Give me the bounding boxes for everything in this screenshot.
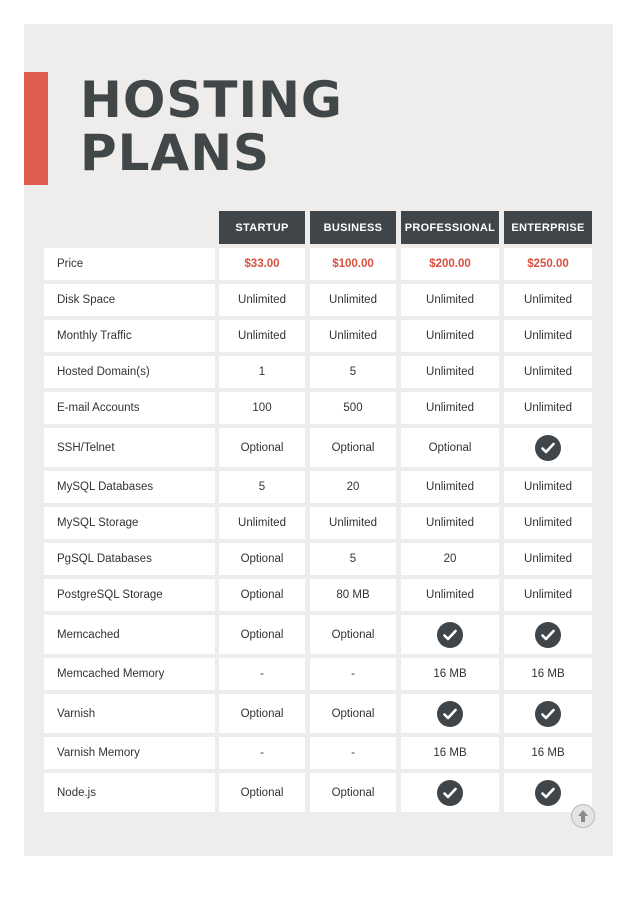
check-circle-icon — [535, 435, 561, 461]
table-cell: Optional — [401, 428, 499, 467]
row-label: Varnish — [44, 694, 215, 733]
table-cell: Unlimited — [401, 284, 499, 316]
row-label: Node.js — [44, 773, 215, 812]
table-cell: Unlimited — [310, 284, 396, 316]
table-cell: 20 — [401, 543, 499, 575]
table-cell: Unlimited — [401, 320, 499, 352]
page-title — [80, 71, 343, 182]
check-circle-icon — [535, 701, 561, 727]
table-cell: Optional — [310, 428, 396, 467]
row-label: SSH/Telnet — [44, 428, 215, 467]
plan-header-business: BUSINESS — [310, 211, 396, 244]
table-cell: Optional — [219, 773, 305, 812]
table-cell: Unlimited — [401, 579, 499, 611]
table-cell: Unlimited — [504, 507, 592, 539]
table-cell: 16 MB — [504, 737, 592, 769]
title-line-1: HOSTING — [80, 71, 343, 129]
table-cell: Unlimited — [504, 471, 592, 503]
table-cell: Optional — [219, 428, 305, 467]
row-label: Memcached Memory — [44, 658, 215, 690]
row-label: PostgreSQL Storage — [44, 579, 215, 611]
table-cell — [504, 694, 592, 733]
row-label: Disk Space — [44, 284, 215, 316]
table-cell: 16 MB — [504, 658, 592, 690]
check-circle-icon — [535, 622, 561, 648]
table-cell: Optional — [219, 543, 305, 575]
table-cell — [401, 773, 499, 812]
table-cell: 16 MB — [401, 737, 499, 769]
table-cell: Unlimited — [401, 392, 499, 424]
arrow-up-icon — [577, 809, 589, 823]
row-label: MySQL Storage — [44, 507, 215, 539]
row-label: Price — [44, 248, 215, 280]
table-cell: $33.00 — [219, 248, 305, 280]
table-cell: Unlimited — [401, 356, 499, 388]
table-cell: 100 — [219, 392, 305, 424]
table-cell — [401, 615, 499, 654]
plan-header-professional: PROFESSIONAL — [401, 211, 499, 244]
row-label: Memcached — [44, 615, 215, 654]
table-cell: - — [310, 737, 396, 769]
table-cell — [504, 428, 592, 467]
table-cell: 80 MB — [310, 579, 396, 611]
scroll-top-button[interactable] — [571, 804, 595, 828]
table-cell: Unlimited — [219, 284, 305, 316]
table-cell: - — [219, 737, 305, 769]
table-cell: 500 — [310, 392, 396, 424]
check-circle-icon — [535, 780, 561, 806]
row-label: Hosted Domain(s) — [44, 356, 215, 388]
table-cell: Unlimited — [219, 320, 305, 352]
row-label: PgSQL Databases — [44, 543, 215, 575]
table-cell: Unlimited — [504, 284, 592, 316]
table-cell: 5 — [219, 471, 305, 503]
table-cell: $250.00 — [504, 248, 592, 280]
table-cell: 1 — [219, 356, 305, 388]
check-circle-icon — [437, 622, 463, 648]
table-cell — [401, 694, 499, 733]
table-cell: 5 — [310, 543, 396, 575]
check-circle-icon — [437, 780, 463, 806]
check-circle-icon — [437, 701, 463, 727]
table-cell: Unlimited — [504, 356, 592, 388]
table-cell: 5 — [310, 356, 396, 388]
table-cell: $100.00 — [310, 248, 396, 280]
accent-bar — [24, 72, 48, 185]
table-cell: Optional — [310, 694, 396, 733]
table-cell: Unlimited — [504, 579, 592, 611]
table-cell: Unlimited — [401, 507, 499, 539]
title-line-2: PLANS — [80, 124, 271, 182]
table-cell: Unlimited — [504, 320, 592, 352]
row-label: MySQL Databases — [44, 471, 215, 503]
plan-header-startup: STARTUP — [219, 211, 305, 244]
row-label: E-mail Accounts — [44, 392, 215, 424]
table-cell: Unlimited — [504, 543, 592, 575]
table-cell — [504, 615, 592, 654]
table-cell: Unlimited — [310, 320, 396, 352]
table-cell: - — [310, 658, 396, 690]
table-cell: $200.00 — [401, 248, 499, 280]
table-cell: Optional — [219, 694, 305, 733]
table-cell: Optional — [310, 773, 396, 812]
table-cell: Unlimited — [401, 471, 499, 503]
row-label: Varnish Memory — [44, 737, 215, 769]
table-cell: Optional — [219, 579, 305, 611]
table-cell: Unlimited — [504, 392, 592, 424]
table-cell: Optional — [219, 615, 305, 654]
table-cell: 20 — [310, 471, 396, 503]
table-cell: Unlimited — [310, 507, 396, 539]
row-label: Monthly Traffic — [44, 320, 215, 352]
plan-header-enterprise: ENTERPRISE — [504, 211, 592, 244]
table-cell: 16 MB — [401, 658, 499, 690]
table-cell: - — [219, 658, 305, 690]
table-cell: Optional — [310, 615, 396, 654]
table-cell: Unlimited — [219, 507, 305, 539]
